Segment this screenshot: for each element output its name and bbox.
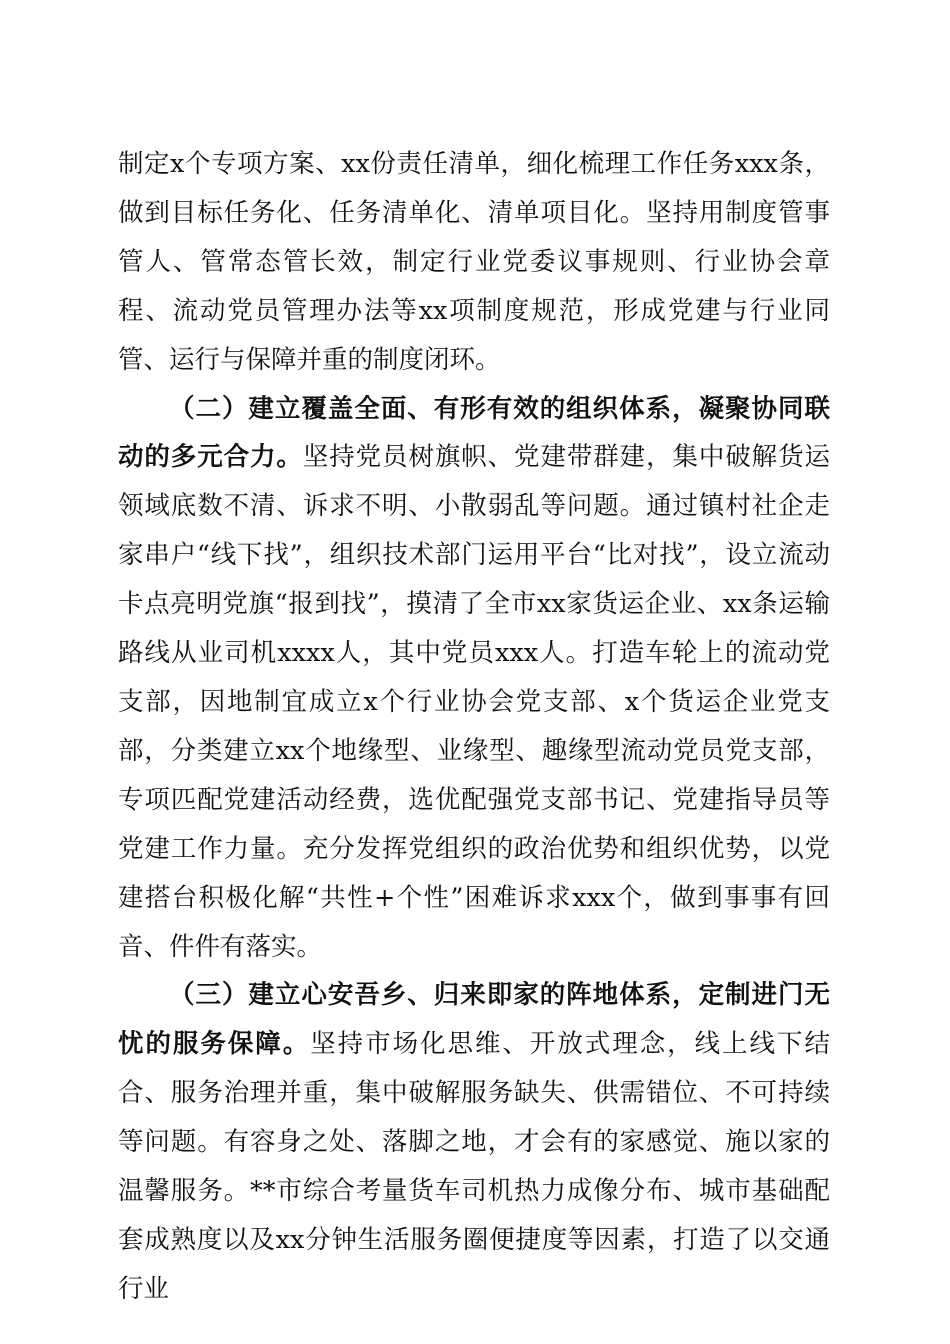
paragraph-body: 坚持市场化思维、开放式理念，线上线下结合、服务治理并重，集中破解服务缺失、供需错位、不可持续等问题。有容身之处、落脚之地，才会有的家感觉、施以家的温馨服务。**市综合考量货车司机热力成像分布、城市基础配套成熟度以及xx分钟生活服务圈便捷度等因素，打造了以交通行业	[118, 1029, 830, 1304]
paragraph-section-two	[118, 385, 830, 972]
section-heading: （三）建立心安吾乡、归来即家的阵地体系，定制进门无忧的服务保障。	[118, 980, 830, 1060]
paragraph-section-three	[118, 971, 830, 1313]
paragraph-body: 制定x个专项方案、xx份责任清单，细化梳理工作任务xxx条，做到目标任务化、任务清单化、清单项目化。坚持用制度管事管人、管常态管长效，制定行业党委议事规则、行业协会章程、流动党员管理办法等xx项制度规范，形成党建与行业同管、运行与保障并重的制度闭环。	[118, 149, 830, 375]
paragraph-continuation	[118, 140, 830, 385]
section-heading: （二）建立覆盖全面、有形有效的组织体系，凝聚协同联动的多元合力。	[118, 393, 830, 473]
document-body	[118, 140, 830, 1314]
paragraph-body: 坚持党员树旗帜、党建带群建，集中破解货运领域底数不清、诉求不明、小散弱乱等问题。通过镇村社企走家串户“线下找”，组织技术部门运用平台“比对找”，设立流动卡点亮明党旗“报到找”，摸清了全市xx家货运企业、xx条运输路线从业司机xxxx人，其中党员xxx人。打造车轮上的流动党支部，因地制宜成立x个行业协会党支部、x个货运企业党支部，分类建立xx个地缘型、业缘型、趣缘型流动党员党支部，专项匹配党建活动经费，选优配强党支部书记、党建指导员等党建工作力量。充分发挥党组织的政治优势和组织优势，以党建搭台积极化解“共性+个性”困难诉求xxx个，做到事事有回音、件件有落实。	[118, 442, 830, 962]
